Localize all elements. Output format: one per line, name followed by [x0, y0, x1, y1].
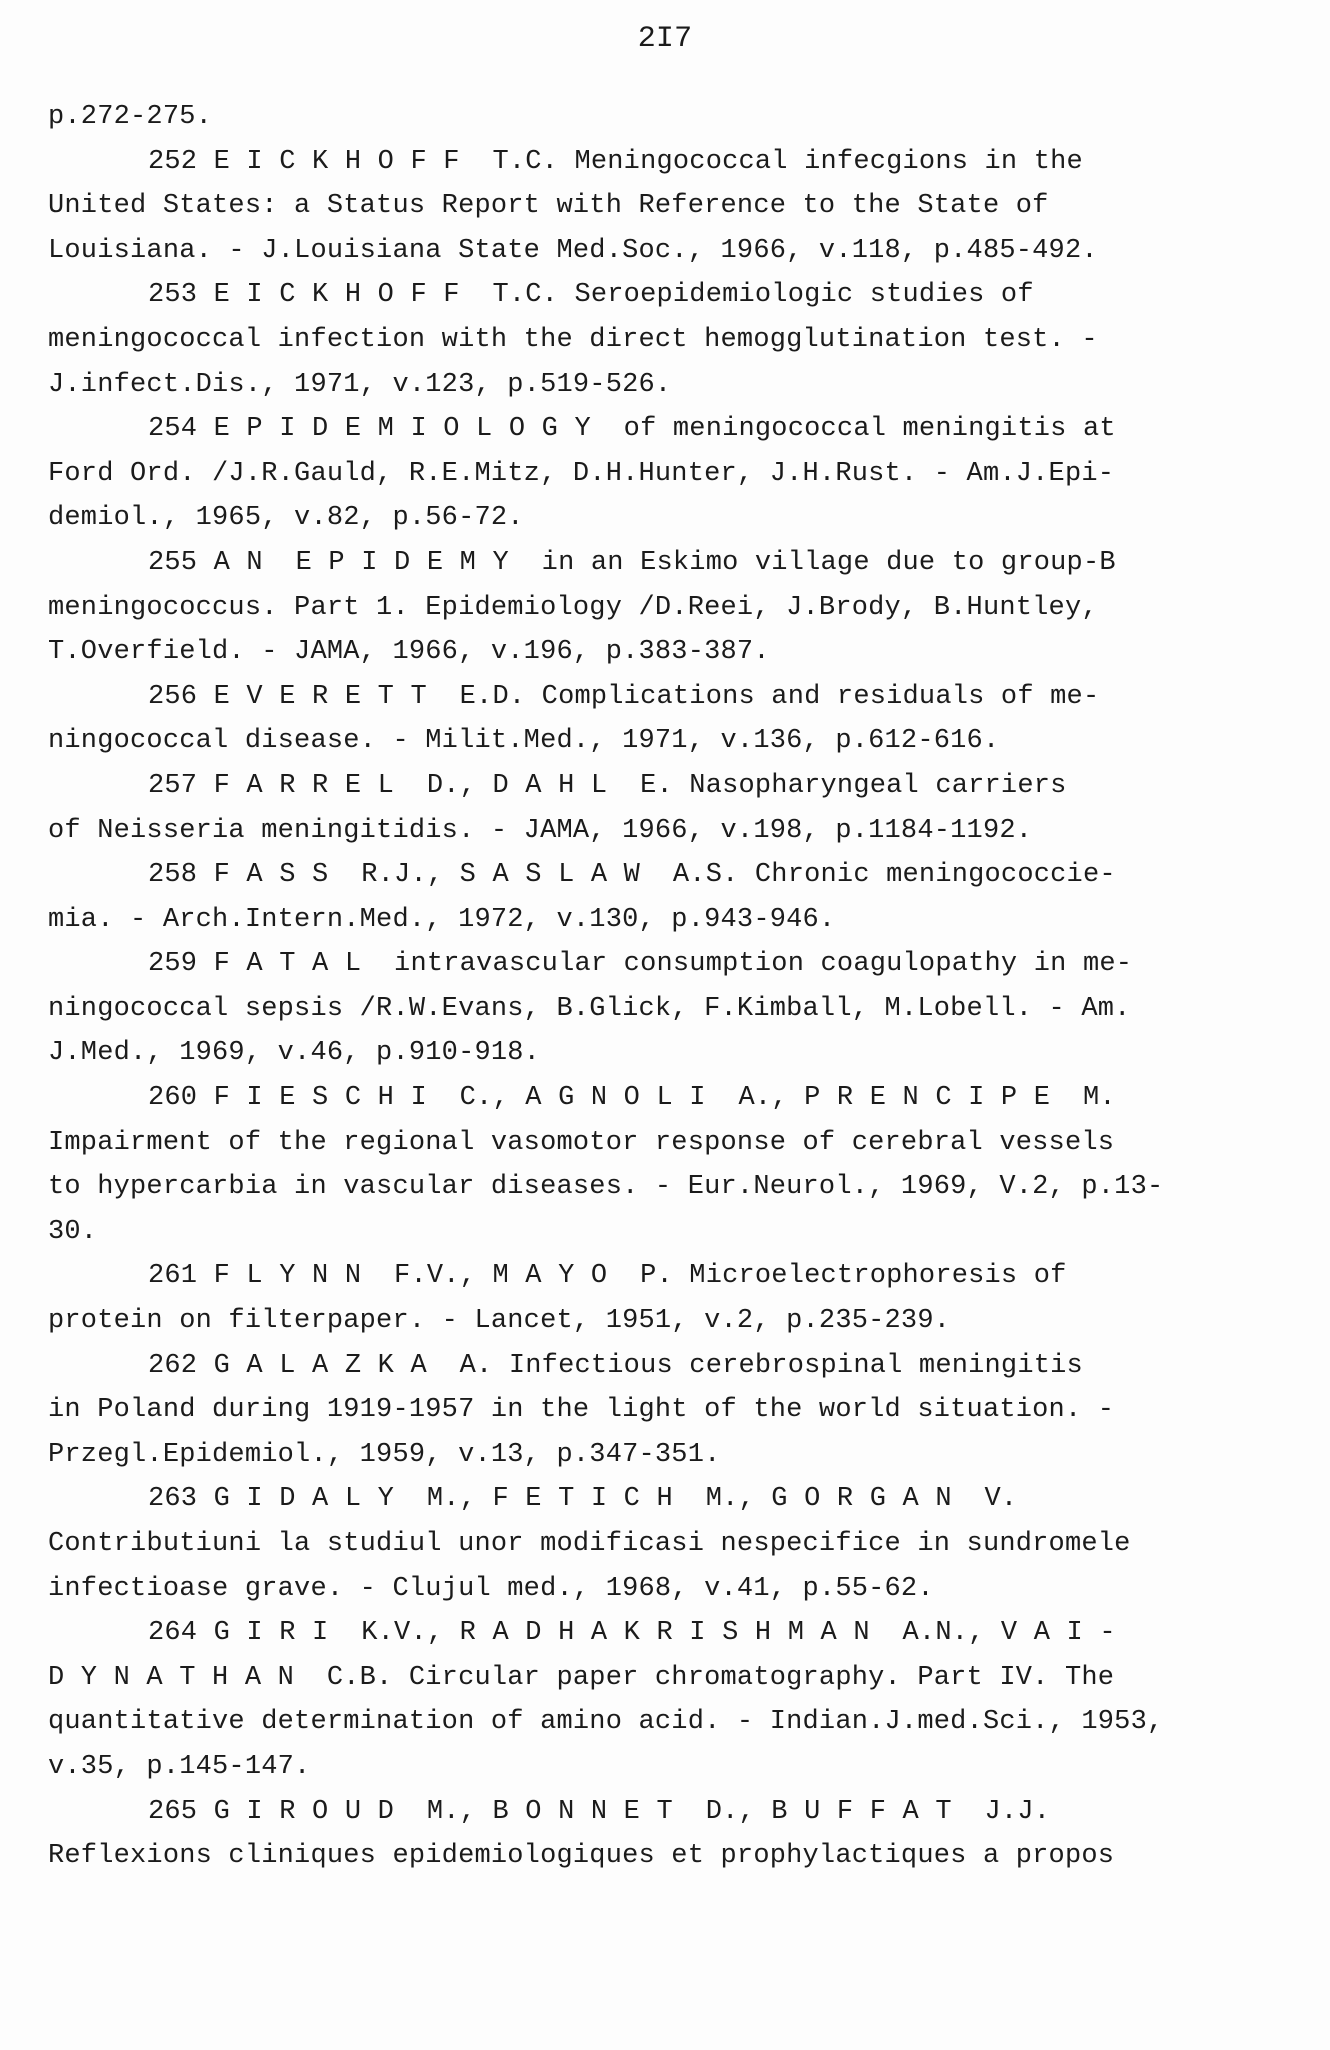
text-line: J.Med., 1969, v.46, p.910-918. [48, 1038, 541, 1069]
text-line: mia. - Arch.Intern.Med., 1972, v.130, p.943-946. [48, 904, 836, 935]
text-line: to hypercarbia in vascular diseases. - Eur.Neurol., 1969, V.2, p.13- [48, 1172, 1164, 1203]
text-line: of Neisseria meningitidis. - JAMA, 1966, v.198, p.1184-1192. [48, 815, 1033, 846]
text-line: demiol., 1965, v.82, p.56-72. [48, 503, 524, 534]
reference-entry-259-line: 259 F A T A L intravascular consumption coagulopathy in me- [148, 949, 1133, 980]
reference-entry-254-line: 254 E P I D E M I O L O G Y of meningococcal meningitis at [148, 414, 1116, 445]
text-line: quantitative determination of amino acid. - Indian.J.med.Sci., 1953, [48, 1707, 1164, 1738]
text-line: Ford Ord. /J.R.Gauld, R.E.Mitz, D.H.Hunter, J.H.Rust. - Am.J.Epi- [48, 458, 1115, 489]
text-line: Impairment of the regional vasomotor response of cerebral vessels [48, 1127, 1115, 1158]
text-line: p.272-275. [48, 102, 213, 132]
page-number: 2I7 [637, 22, 693, 56]
text-line: protein on filterpaper. - Lancet, 1951, v.2, p.235-239. [48, 1306, 951, 1337]
text-line: United States: a Status Report with Reference to the State of [48, 191, 1049, 222]
reference-entry-261-line: 261 F L Y N N F.V., M A Y O P. Microelectrophoresis of [148, 1261, 1067, 1292]
text-line: in Poland during 1919-1957 in the light of the world situation. - [48, 1395, 1115, 1426]
text-line: meningococcal infection with the direct hemogglutination test. - [48, 324, 1098, 355]
reference-entry-256-line: 256 E V E R E T T E.D. Complications and residuals of me- [148, 681, 1100, 712]
reference-entry-258-line: 258 F A S S R.J., S A S L A W A.S. Chronic meningococcie- [148, 860, 1116, 891]
text-line: Contributiuni la studiul unor modificasi nespecifice in sundromele [48, 1529, 1131, 1559]
reference-entry-263-line: 263 G I D A L Y M., F E T I C H M., G O R G A N V. [148, 1484, 1018, 1515]
reference-entry-253-line: 253 E I C K H O F F T.C. Seroepidemiologic studies of [148, 280, 1034, 311]
text-line: Louisiana. - J.Louisiana State Med.Soc., 1966, v.118, p.485-492. [48, 235, 1098, 266]
text-line: v.35, p.145-147. [48, 1751, 311, 1782]
reference-entry-257-line: 257 F A R R E L D., D A H L E. Nasopharyngeal carriers [148, 770, 1067, 801]
text-line: Przegl.Epidemiol., 1959, v.13, p.347-351. [48, 1439, 721, 1470]
text-line: infectioase grave. - Clujul med., 1968, v.41, p.55-62. [48, 1573, 934, 1604]
reference-entry-264-line: 264 G I R I K.V., R A D H A K R I S H M A N A.N., V A I - [148, 1618, 1116, 1649]
text-line: D Y N A T H A N C.B. Circular paper chromatography. Part IV. The [48, 1662, 1115, 1693]
reference-list [48, 95, 1258, 1879]
reference-entry-262-line: 262 G A L A Z K A A. Infectious cerebrospinal meningitis [148, 1350, 1083, 1381]
reference-entry-260-line: 260 F I E S C H I C., A G N O L I A., P R E N C I P E M. [148, 1083, 1116, 1114]
text-line: meningococcus. Part 1. Epidemiology /D.Reei, J.Brody, B.Huntley, [48, 592, 1098, 623]
text-line: J.infect.Dis., 1971, v.123, p.519-526. [48, 369, 672, 400]
text-line: 30. [48, 1216, 98, 1247]
reference-entry-252-line: 252 E I C K H O F F T.C. Meningococcal infecgions in the [148, 146, 1083, 177]
reference-entry-265-line: 265 G I R O U D M., B O N N E T D., B U F F A T J.J. [148, 1796, 1051, 1827]
text-line: Reflexions cliniques epidemiologiques et prophylactiques a propos [48, 1841, 1115, 1872]
text-line: ningococcal disease. - Milit.Med., 1971, v.136, p.612-616. [48, 726, 1000, 757]
text-line: T.Overfield. - JAMA, 1966, v.196, p.383-387. [48, 637, 770, 668]
reference-entry-255-line: 255 A N E P I D E M Y in an Eskimo village due to group-B [148, 547, 1116, 578]
text-line: ningococcal sepsis /R.W.Evans, B.Glick, F.Kimball, M.Lobell. - Am. [48, 993, 1131, 1024]
